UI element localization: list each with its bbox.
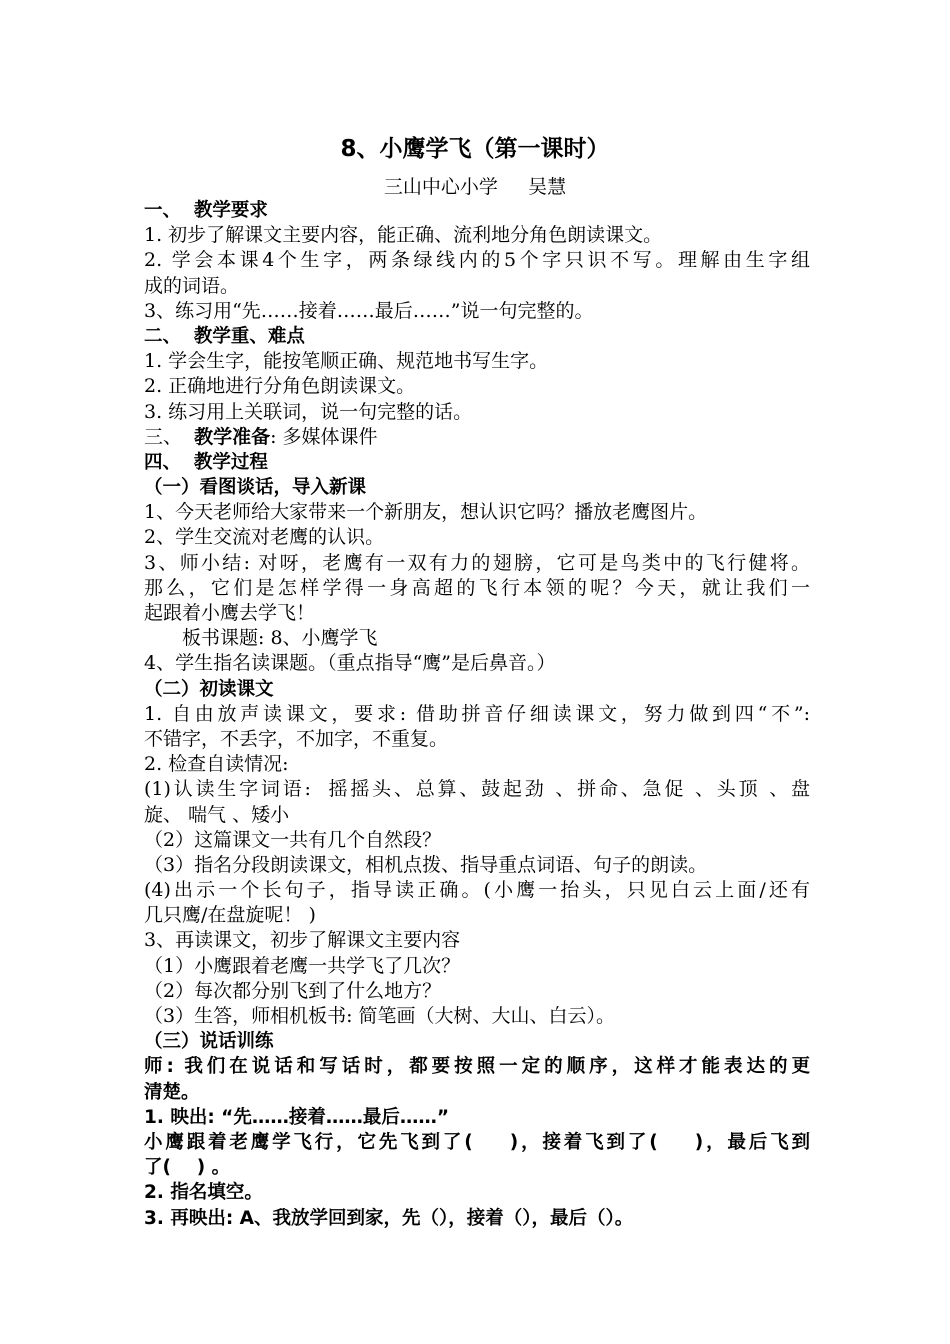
text-line: (4)出示一个长句子，指导读正确。(小鹰一抬头，只见白云上面/还有	[144, 879, 810, 902]
text-line: 1. 映出: “先……接着……最后……”	[144, 1106, 449, 1128]
text-line: 小鹰跟着老鹰学飞行，它先飞到了( )，接着飞到了( )，最后飞到	[144, 1131, 810, 1153]
text-line: （1）小鹰跟着老鹰一共学飞了几次？	[144, 954, 461, 977]
text-line: 师: 我们在说话和写话时，都要按照一定的顺序，这样才能表达的更	[144, 1056, 810, 1078]
text-line: 那么，它们是怎样学得一身高超的飞行本领的呢？今天，就让我们一	[144, 576, 810, 599]
text-line: 二、 教学重、难点	[144, 325, 305, 347]
text-line: 了( ) 。	[144, 1157, 231, 1179]
text-line: 清楚。	[144, 1081, 200, 1103]
text-line: 3. 练习用上关联词，说一句完整的话。	[144, 400, 473, 423]
text-line: 4、学生指名读课题。（重点指导“鹰”是后鼻音。）	[144, 652, 556, 675]
text-line: 2. 指名填空。	[144, 1182, 263, 1204]
text-line: 旋、 喘气 、矮小	[144, 803, 290, 826]
text-line: 1. 自由放声读课文，要求: 借助拼音仔细读课文，努力做到四“不”:	[144, 702, 810, 725]
text-line: 3. 再映出: A、我放学回到家，先（），接着（），最后（）。	[144, 1207, 634, 1229]
document-title: 8、小鹰学飞（第一课时）	[340, 136, 610, 162]
text-line: 一、 教学要求	[144, 200, 268, 221]
text-line: 2、学生交流对老鹰的认识。	[144, 526, 385, 549]
text-line: 1、今天老师给大家带来一个新朋友，想认识它吗？播放老鹰图片。	[144, 501, 708, 524]
text-line: （3）指名分段朗读课文，相机点拨、指导重点词语、句子的朗读。	[144, 853, 708, 876]
text-line: 板书课题: 8、小鹰学飞	[182, 627, 378, 650]
text-line: 不错字，不丢字，不加字，不重复。	[144, 727, 449, 750]
text-line: 几只鹰/在盘旋呢！ )	[144, 904, 316, 927]
text-line: 起跟着小鹰去学飞！	[144, 602, 316, 624]
text-line: 3、师小结: 对呀，老鹰有一双有力的翅膀，它可是鸟类中的飞行健将。	[144, 551, 810, 574]
text-line: 成的词语。	[144, 274, 240, 297]
text-line: （3）生答，师相机板书: 简笔画（大树、大山、白云）。	[144, 1005, 616, 1027]
text-line: 2. 检查自读情况:	[144, 753, 289, 776]
text-line: 三、 教学准备: 多媒体课件	[144, 425, 378, 448]
text-line: 1. 学会生字，能按笔顺正确、规范地书写生字。	[144, 350, 549, 373]
text-line: 1. 初步了解课文主要内容，能正确、流利地分角色朗读课文。	[144, 224, 663, 247]
document-body	[144, 198, 810, 1231]
text-line: （2）每次都分别飞到了什么地方？	[144, 979, 442, 1002]
text-line: 四、 教学过程	[144, 451, 268, 473]
text-line: 2. 正确地进行分角色朗读课文。	[144, 375, 416, 398]
text-line: （2）这篇课文一共有几个自然段？	[144, 828, 442, 851]
text-line: （一）看图谈话，导入新课	[144, 477, 367, 499]
text-line: 3、再读课文，初步了解课文主要内容	[144, 929, 461, 952]
text-line: 2. 学会本课4个生字，两条绿线内的5个字只识不写。理解由生字组	[144, 249, 810, 272]
text-line: (1)认读生字词语: 摇摇头、总算、鼓起劲 、拼命、急促 、头顶 、盘	[144, 778, 810, 801]
text-line: 3、练习用“先……接着……最后……”说一句完整的。	[144, 299, 594, 322]
document-author: 三山中心小学 吴慧	[383, 176, 567, 198]
text-line: （三）说话训练	[144, 1031, 274, 1053]
text-line: （二）初读课文	[144, 678, 274, 700]
